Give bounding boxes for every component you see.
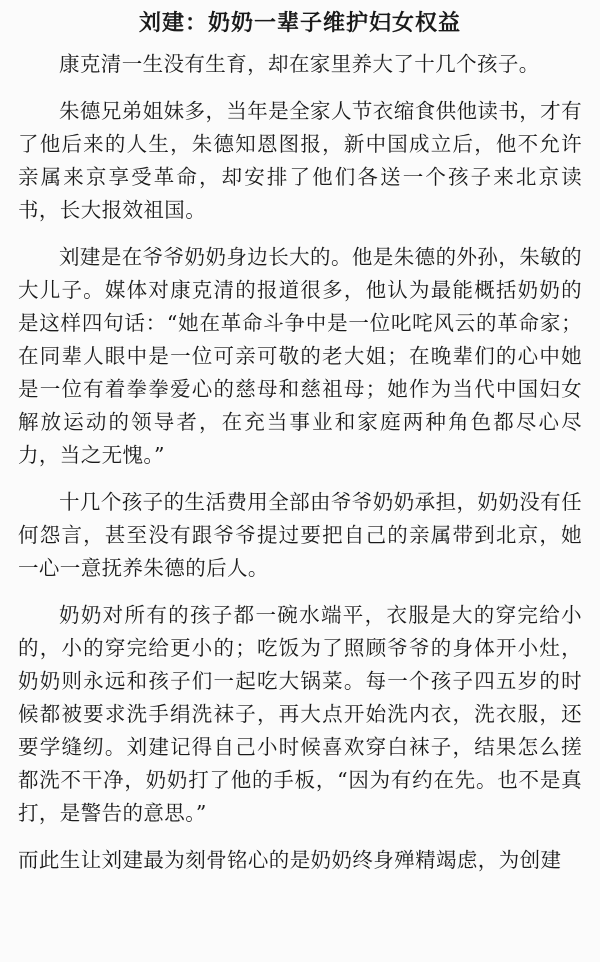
paragraph-5: 奶奶对所有的孩子都一碗水端平，衣服是大的穿完给小的，小的穿完给更小的；吃饭为了照顾爷爷的身体开小灶，奶奶则永远和孩子们一起吃大锅菜。每一个孩子四五岁的时候都被要求洗手绢洗袜子，再大点开始洗内衣，洗衣服，还要学缝纫。刘建记得自己小时候喜欢穿白袜子，结果怎么搓都洗不干净，奶奶打了他的手板，“因为有约在先。也不是真打，是警告的意思。” — [18, 603, 582, 825]
paragraph-3: 刘建是在爷爷奶奶身边长大的。他是朱德的外孙，朱敏的大儿子。媒体对康克清的报道很多，他认为最能概括奶奶的是这样四句话：“她在革命斗争中是一位叱咤风云的革命家；在同辈人眼中是一位可亲可敬的老大姐；在晚辈们的心中她是一位有着拳拳爱心的慈母和慈祖母；她作为当代中国妇女解放运动的领导者，在充当事业和家庭两种角色都尽心尽力，当之无愧。” — [18, 245, 582, 467]
paragraph-4: 十几个孩子的生活费用全部由爷爷奶奶承担，奶奶没有任何怨言，甚至没有跟爷爷提过要把自己的亲属带到北京，她一心一意抚养朱德的后人。 — [18, 490, 582, 580]
paragraph-1: 康克清一生没有生育，却在家里养大了十几个孩子。 — [59, 52, 540, 76]
paragraph-2: 朱德兄弟姐妹多，当年是全家人节衣缩食供他读书，才有了他后来的人生，朱德知恩图报，新中国成立后，他不允许亲属来京享受革命，却安排了他们各送一个孩子来北京读书，长大报效祖国。 — [18, 99, 582, 222]
article-title: 刘建：奶奶一辈子维护妇女权益 — [138, 10, 461, 36]
paragraph-6: 而此生让刘建最为刻骨铭心的是奶奶终身殚精竭虑，为创建 — [18, 848, 562, 872]
